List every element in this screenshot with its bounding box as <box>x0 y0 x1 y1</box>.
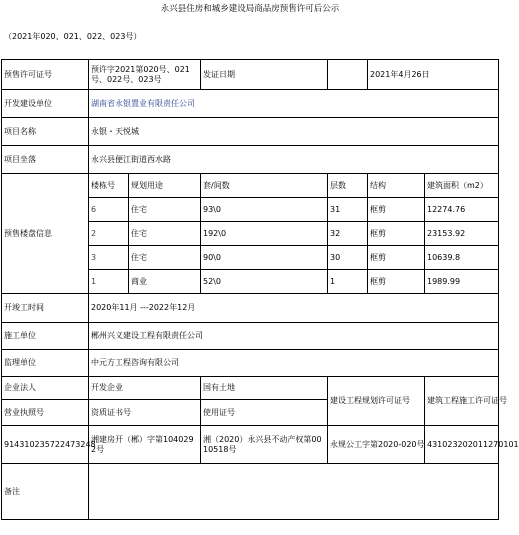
row-license-values <box>2 426 499 464</box>
construction-period-value: 2020年11月 ---2022年12月 <box>89 294 499 323</box>
presale-permit-label: 预售许可证号 <box>2 60 89 90</box>
cell-building-no: 1 <box>89 270 129 294</box>
construction-unit-value: 郴州兴义建设工程有限责任公司 <box>89 323 499 350</box>
page-title: 永兴县住房和城乡建设局商品房预售许可后公示 <box>160 4 340 14</box>
legal-person-label: 企业法人 <box>2 377 89 400</box>
page-subtitle: （2021年020、021、022、023号） <box>4 32 142 41</box>
cell-building-no: 3 <box>89 246 129 270</box>
presale-info-header-row <box>2 174 499 198</box>
cell-floors: 32 <box>328 222 368 246</box>
row-construction-period <box>2 294 499 323</box>
cell-building-no: 6 <box>89 198 129 222</box>
header-area: 建筑面积（m2） <box>425 174 499 198</box>
qualification-cert-value: 湘建房开（郴）字第1040292号 <box>89 426 201 464</box>
cell-structure: 框剪 <box>368 198 425 222</box>
legal-person-value: 开发企业 <box>89 377 201 400</box>
header-units: 套/间数 <box>201 174 328 198</box>
construction-period-label: 开竣工时间 <box>2 294 89 323</box>
developer-value: 湖南省永银置业有限责任公司 <box>89 90 499 118</box>
project-location-value: 永兴县便江街道西水路 <box>89 146 499 174</box>
presale-permit-value: 预许字2021第020号、021号、022号、023号 <box>89 60 201 90</box>
header-floors: 层数 <box>328 174 368 198</box>
row-remarks <box>2 464 499 520</box>
header-building-no: 楼栋号 <box>89 174 129 198</box>
project-name-value: 永银・天悦城 <box>89 118 499 146</box>
issue-date-spacer <box>328 60 368 90</box>
row-supervision-unit <box>2 350 499 377</box>
supervision-unit-label: 监理单位 <box>2 350 89 377</box>
construction-unit-label: 施工单位 <box>2 323 89 350</box>
issue-date-value: 2021年4月26日 <box>368 60 499 90</box>
remarks-value <box>89 464 499 520</box>
cell-usage: 住宅 <box>129 246 201 270</box>
row-project-location <box>2 146 499 174</box>
cell-building-no: 2 <box>89 222 129 246</box>
cell-structure: 框剪 <box>368 246 425 270</box>
supervision-unit-value: 中元方工程咨询有限公司 <box>89 350 499 377</box>
issue-date-label: 发证日期 <box>201 60 328 90</box>
row-presale-permit <box>2 60 499 90</box>
cell-usage: 住宅 <box>129 222 201 246</box>
row-developer <box>2 90 499 118</box>
cell-area: 23153.92 <box>425 222 499 246</box>
project-name-label: 项目名称 <box>2 118 89 146</box>
row-construction-unit <box>2 323 499 350</box>
cell-floors: 30 <box>328 246 368 270</box>
use-cert-value: 湘（2020）永兴县不动产权第0010518号 <box>201 426 328 464</box>
use-cert-label: 使用证号 <box>201 400 328 426</box>
developer-label: 开发建设单位 <box>2 90 89 118</box>
row-project-name <box>2 118 499 146</box>
cell-structure: 框剪 <box>368 270 425 294</box>
cell-units: 52\0 <box>201 270 328 294</box>
project-location-label: 项目坐落 <box>2 146 89 174</box>
cell-units: 93\0 <box>201 198 328 222</box>
cell-units: 192\0 <box>201 222 328 246</box>
business-license-value: 914310235722473248 <box>2 426 89 464</box>
cell-structure: 框剪 <box>368 222 425 246</box>
cell-usage: 商业 <box>129 270 201 294</box>
cell-area: 10639.8 <box>425 246 499 270</box>
permit-table <box>1 59 519 520</box>
business-license-label: 营业执照号 <box>2 400 89 426</box>
planning-permit-value: 永规公工字第2020-020号 <box>328 426 425 464</box>
planning-permit-label: 建设工程规划许可证号 <box>328 377 425 426</box>
cell-area: 1989.99 <box>425 270 499 294</box>
header-structure: 结构 <box>368 174 425 198</box>
remarks-label: 备注 <box>2 464 89 520</box>
presale-info-label: 预售楼盘信息 <box>2 174 89 294</box>
construction-permit-value: 431023202011270101 <box>425 426 499 464</box>
row-legal-person <box>2 377 499 400</box>
cell-floors: 31 <box>328 198 368 222</box>
cell-units: 90\0 <box>201 246 328 270</box>
header-usage: 规划用途 <box>129 174 201 198</box>
cell-floors: 1 <box>328 270 368 294</box>
cell-area: 12274.76 <box>425 198 499 222</box>
construction-permit-label: 建筑工程施工许可证号 <box>425 377 499 426</box>
qualification-cert-label: 资质证书号 <box>89 400 201 426</box>
land-type-value: 国有土地 <box>201 377 328 400</box>
cell-usage: 住宅 <box>129 198 201 222</box>
